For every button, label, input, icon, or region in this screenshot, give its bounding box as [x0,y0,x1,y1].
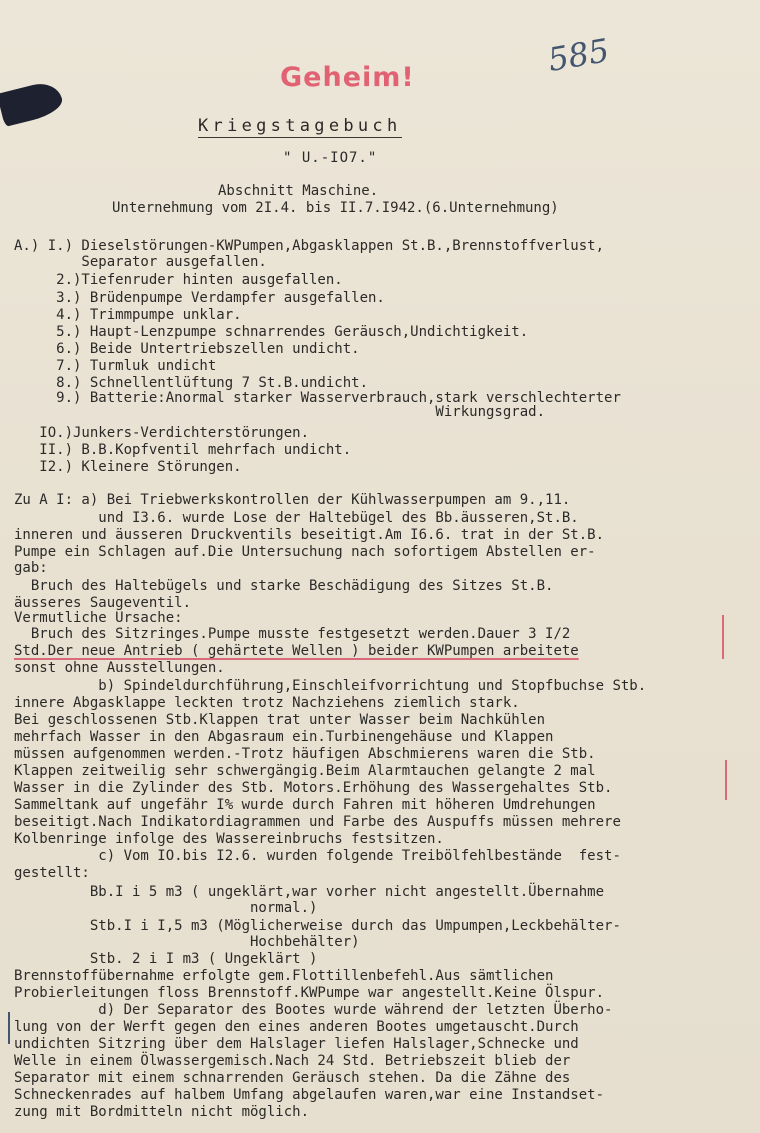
body-line: undichten Sitzring über dem Halslager liefen Halslager,Schnecke und [14,1036,579,1052]
body-line: Klappen zeitweilig sehr schwergängig.Beim Alarmtauchen gelangte 2 mal [14,763,596,779]
red-margin-mark [725,760,727,800]
list-item: I2.) Kleinere Störungen. [14,459,242,475]
body-line: äusseres Saugeventil. [14,595,192,611]
pencil-margin-mark [8,1012,10,1044]
body-line: gestellt: [14,865,90,881]
red-margin-mark [722,615,724,659]
list-item: II.) B.B.Kopfventil mehrfach undicht. [14,442,352,458]
document-title: Kriegstagebuch [198,116,402,136]
body-line: Pumpe ein Schlagen auf.Die Untersuchung nach sofortigem Abstellen er- [14,544,596,560]
body-line: sonst ohne Ausstellungen. [14,660,225,676]
body-line: Zu A I: a) Bei Triebwerkskontrollen der Kühlwasserpumpen am 9.,11. [14,492,571,508]
body-line: Stb.I i I,5 m3 (Möglicherweise durch das Umpumpen,Leckbehälter- [14,918,621,934]
body-line: Bb.I i 5 m3 ( ungeklärt,war vorher nicht angestellt.Übernahme [14,884,605,900]
body-line: müssen aufgenommen werden.-Trotz häufigen Abschmierens waren die Stb. [14,746,596,762]
body-line: Brennstoffübernahme erfolgte gem.Flottillenbefehl.Aus sämtlichen [14,968,554,984]
list-item: 3.) Brüdenpumpe Verdampfer ausgefallen. [14,290,385,306]
body-line: Stb. 2 i I m3 ( Ungeklärt ) [14,951,318,967]
list-item: 8.) Schnellentlüftung 7 St.B.undicht. [14,375,369,391]
body-line: Std.Der neue Antrieb ( gehärtete Wellen ) beider KWPumpen arbeitete [14,643,579,659]
enterprise-period: Unternehmung vom 2I.4. bis II.7.I942.(6.Unternehmung) [112,200,559,216]
body-line: beseitigt.Nach Indikatordiagrammen und Farbe des Auspuffs müssen mehrere [14,814,621,830]
body-line: Probierleitungen floss Brennstoff.KWPumpe war angestellt.Keine Ölspur. [14,985,605,1001]
body-line: gab: [14,560,48,576]
list-item: 5.) Haupt-Lenzpumpe schnarrendes Geräusch,Undichtigkeit. [14,324,529,340]
body-line: Schneckenrades auf halbem Umfang abgelaufen waren,war eine Instandset- [14,1087,605,1103]
list-item: 9.) Batterie:Anormal starker Wasserverbrauch,stark verschlechterter [14,390,621,406]
body-line: Bruch des Haltebügels und starke Beschädigung des Sitzes St.B. [14,578,554,594]
ink-blot [0,79,65,127]
body-line: Sammeltank auf ungefähr I% wurde durch Fahren mit höheren Umdrehungen [14,797,596,813]
list-item: A.) I.) Dieselstörungen-KWPumpen,Abgasklappen St.B.,Brennstoffverlust, [14,238,605,254]
body-line: lung von der Werft gegen den eines anderen Bootes umgetauscht.Durch [14,1019,579,1035]
body-line: mehrfach Wasser in den Abgasraum ein.Turbinengehäuse und Klappen [14,729,554,745]
list-item: IO.)Junkers-Verdichterstörungen. [14,425,310,441]
archive-page-number: 585 [545,30,612,80]
boat-designation: " U.-IO7." [283,150,378,166]
body-line: inneren und äusseren Druckventils beseitigt.Am I6.6. trat in der St.B. [14,527,605,543]
body-line: Kolbenringe infolge des Wassereinbruchs festsitzen. [14,831,444,847]
body-line: Welle in einem Ölwassergemisch.Nach 24 Std. Betriebszeit blieb der [14,1053,571,1069]
body-line: zung mit Bordmitteln nicht möglich. [14,1104,310,1120]
list-item: 4.) Trimmpumpe unklar. [14,307,242,323]
body-line: d) Der Separator des Bootes wurde während der letzten Überho- [14,1002,613,1018]
body-line: Bruch des Sitzringes.Pumpe musste festgesetzt werden.Dauer 3 I/2 [14,626,571,642]
body-line: Wasser in die Zylinder des Stb. Motors.Erhöhung des Wassergehaltes Stb. [14,780,613,796]
body-line: Separator mit einem schnarrenden Geräusch stehen. Da die Zähne des [14,1070,571,1086]
list-item: Separator ausgefallen. [14,254,267,270]
list-item: Wirkungsgrad. [14,404,546,420]
section-heading: Abschnitt Maschine. [218,183,379,199]
body-line: b) Spindeldurchführung,Einschleifvorrichtung und Stopfbuchse Stb. [14,678,647,694]
body-line: Bei geschlossenen Stb.Klappen trat unter Wasser beim Nachkühlen [14,712,546,728]
list-item: 7.) Turmluk undicht [14,358,217,374]
list-item: 2.)Tiefenruder hinten ausgefallen. [14,272,343,288]
list-item: 6.) Beide Untertriebszellen undicht. [14,341,360,357]
body-line: und I3.6. wurde Lose der Haltebügel des Bb.äusseren,St.B. [14,510,579,526]
body-line: normal.) [14,900,318,916]
secret-stamp: Geheim! [280,62,415,93]
body-line: innere Abgasklappe leckten trotz Nachziehens ziemlich stark. [14,695,520,711]
body-line: Hochbehälter) [14,934,360,950]
body-line: Vermutliche Ursache: [14,610,183,626]
body-line: c) Vom IO.bis I2.6. wurden folgende Treibölfehlbestände fest- [14,848,621,864]
